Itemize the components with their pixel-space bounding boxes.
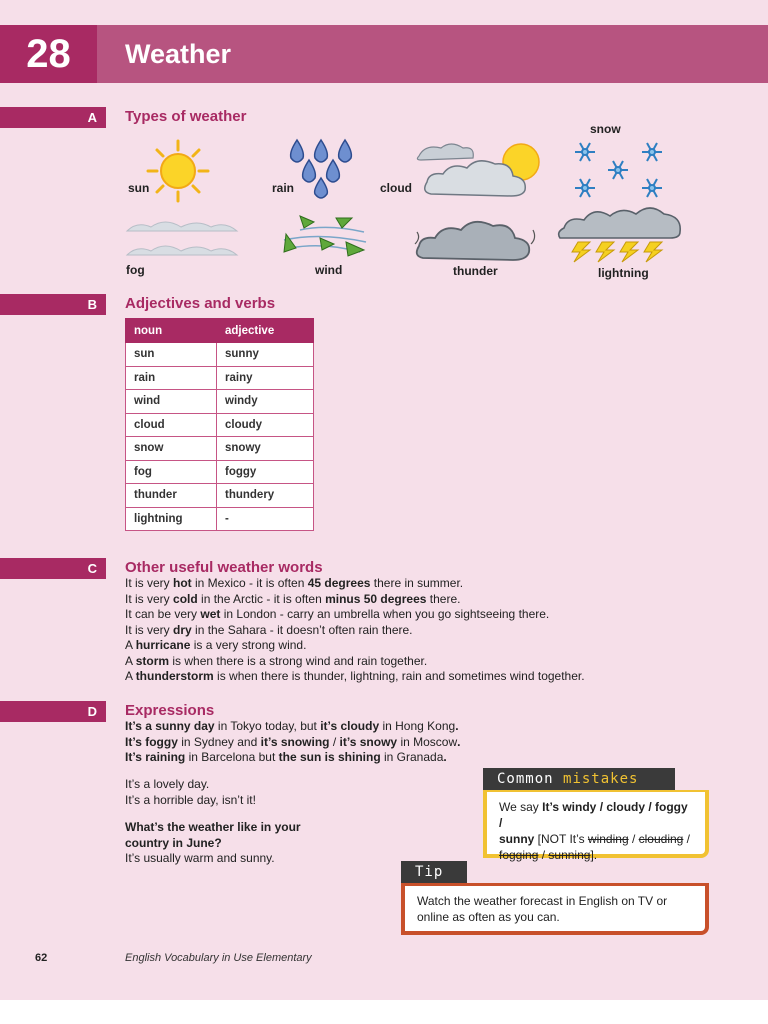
text-run: there in summer. bbox=[370, 576, 464, 590]
text-run: A bbox=[125, 669, 136, 683]
header-adjective: adjective bbox=[217, 319, 314, 343]
text-line bbox=[125, 576, 585, 592]
text-run: A bbox=[125, 638, 136, 652]
question-line: What’s the weather like in your bbox=[125, 820, 301, 834]
text-run: It is very bbox=[125, 591, 174, 606]
weather-words-paragraph bbox=[125, 576, 585, 685]
bold-run: thunderstorm bbox=[135, 669, 214, 683]
text-line bbox=[125, 654, 585, 670]
answer-line: It’s usually warm and sunny. bbox=[125, 851, 275, 865]
text-line bbox=[125, 592, 585, 608]
label-sun: sun bbox=[128, 181, 150, 195]
section-letter-d: D bbox=[0, 701, 106, 722]
mistake-line bbox=[499, 831, 693, 847]
rain-icon bbox=[285, 138, 365, 202]
text-run: It is very bbox=[125, 622, 174, 637]
text-run: in Barcelona but bbox=[185, 750, 279, 764]
table-row bbox=[126, 437, 314, 461]
text-run: is when there is a strong wind and rain together. bbox=[169, 653, 428, 668]
text-line bbox=[125, 719, 460, 735]
text-run: in Moscow bbox=[397, 734, 458, 749]
page-number: 62 bbox=[35, 952, 48, 964]
label-lightning: lightning bbox=[598, 266, 649, 280]
label-cloud: cloud bbox=[380, 181, 412, 195]
text-run: in Hong Kong bbox=[379, 719, 456, 733]
text-line: It’s a lovely day. bbox=[125, 777, 210, 791]
struck-run: sunning bbox=[548, 848, 591, 862]
lovely-day-block bbox=[125, 777, 256, 808]
fog-icon bbox=[125, 215, 240, 260]
text-run: is when there is thunder, lightning, rain and sometimes wind together. bbox=[213, 669, 585, 683]
text-run: is a very strong wind. bbox=[190, 638, 307, 652]
tab-word-mistakes: mistakes bbox=[563, 771, 639, 787]
section-title-a: Types of weather bbox=[125, 108, 247, 125]
bold-run: It’s raining bbox=[125, 750, 186, 764]
table-row bbox=[126, 343, 314, 367]
label-rain: rain bbox=[272, 181, 295, 195]
tip-line: Watch the weather forecast in English on TV or bbox=[417, 894, 668, 908]
bold-run: minus 50 degrees bbox=[325, 591, 427, 606]
table-row bbox=[126, 507, 314, 531]
noun-adjective-table bbox=[125, 318, 314, 531]
text-line bbox=[125, 750, 460, 766]
unit-number: 28 bbox=[0, 25, 97, 83]
question-line: country in June? bbox=[125, 835, 222, 850]
mistake-line bbox=[499, 847, 693, 863]
bold-run: cold bbox=[173, 591, 198, 606]
text-run: there. bbox=[426, 591, 461, 606]
common-mistakes-tab bbox=[483, 768, 675, 790]
struck-run: winding bbox=[587, 832, 629, 846]
text-run: in the Sahara - it doesn’t often rain there. bbox=[191, 622, 413, 637]
cell-noun: rain bbox=[126, 366, 217, 390]
text-run: in Granada bbox=[380, 750, 444, 764]
cell-adjective: cloudy bbox=[217, 413, 314, 437]
text-line bbox=[125, 623, 585, 639]
book-title: English Vocabulary in Use Elementary bbox=[125, 952, 312, 964]
unit-header-bar bbox=[0, 25, 768, 83]
cell-noun: snow bbox=[126, 437, 217, 461]
table-header-row bbox=[126, 319, 314, 343]
label-fog: fog bbox=[126, 263, 145, 277]
common-mistakes-box bbox=[483, 790, 709, 862]
bold-run: . bbox=[443, 750, 447, 764]
cell-adjective: thundery bbox=[217, 484, 314, 508]
cell-adjective: rainy bbox=[217, 366, 314, 390]
section-title-c: Other useful weather words bbox=[125, 559, 323, 576]
text-line bbox=[125, 669, 585, 685]
wind-icon bbox=[280, 212, 370, 262]
cloud-icon bbox=[415, 140, 545, 200]
mistake-line bbox=[499, 799, 693, 831]
section-letter-a: A bbox=[0, 107, 106, 128]
text-run: / bbox=[628, 832, 639, 846]
bold-run: . bbox=[455, 719, 459, 733]
sun-icon bbox=[145, 138, 211, 204]
bold-run: wet bbox=[200, 607, 221, 621]
text-run: in Mexico - it is often bbox=[191, 576, 308, 590]
bold-run: it’s cloudy bbox=[320, 719, 380, 733]
text-run: A bbox=[125, 653, 136, 668]
text-run: / bbox=[683, 832, 691, 846]
header-noun: noun bbox=[126, 319, 217, 343]
text-line: It’s a horrible day, isn’t it! bbox=[125, 792, 256, 807]
text-run: It is very bbox=[125, 576, 174, 590]
table-row bbox=[126, 413, 314, 437]
text-run: in Tokyo today, but bbox=[214, 719, 321, 733]
bold-run: it’s snowy bbox=[339, 734, 398, 749]
text-line bbox=[125, 607, 585, 623]
tip-box bbox=[401, 883, 709, 935]
tip-line: online as often as you can. bbox=[417, 910, 560, 924]
bold-run: 45 degrees bbox=[307, 576, 371, 590]
text-run: in the Arctic - it is often bbox=[197, 591, 326, 606]
cell-noun: wind bbox=[126, 390, 217, 414]
bold-run: storm bbox=[135, 653, 170, 668]
label-thunder: thunder bbox=[453, 264, 498, 278]
bold-run: hurricane bbox=[135, 638, 191, 652]
text-run: [NOT It’s bbox=[534, 832, 588, 846]
bold-run: It’s foggy bbox=[125, 734, 178, 749]
bold-run: the sun is shining bbox=[278, 750, 381, 764]
struck-run: clouding bbox=[638, 832, 684, 846]
label-snow: snow bbox=[590, 122, 621, 136]
thunder-icon bbox=[413, 208, 538, 262]
question-block bbox=[125, 820, 301, 867]
text-line bbox=[125, 638, 585, 654]
table-row bbox=[126, 484, 314, 508]
cell-noun: cloud bbox=[126, 413, 217, 437]
table-row bbox=[126, 390, 314, 414]
bold-run: hot bbox=[173, 576, 192, 590]
text-run: ]. bbox=[590, 848, 598, 862]
text-run: / bbox=[538, 848, 549, 862]
bold-run: dry bbox=[173, 622, 192, 637]
bold-run: It’s windy / cloudy / foggy / bbox=[499, 800, 688, 830]
cell-adjective: - bbox=[217, 507, 314, 531]
section-letter-b: B bbox=[0, 294, 106, 315]
tab-word-common: Common bbox=[497, 771, 554, 787]
cell-noun: sun bbox=[126, 343, 217, 367]
cell-adjective: foggy bbox=[217, 460, 314, 484]
snow-icon bbox=[570, 138, 670, 204]
cell-adjective: sunny bbox=[217, 343, 314, 367]
text-run: We say bbox=[499, 800, 543, 814]
label-wind: wind bbox=[315, 263, 343, 277]
section-title-b: Adjectives and verbs bbox=[125, 295, 276, 312]
table-row bbox=[126, 460, 314, 484]
section-letter-c: C bbox=[0, 558, 106, 579]
struck-run: fogging bbox=[499, 848, 539, 862]
text-run: in Sydney and bbox=[177, 734, 261, 749]
lightning-icon bbox=[556, 202, 686, 266]
bold-run: . bbox=[457, 734, 461, 749]
section-title-d: Expressions bbox=[125, 702, 215, 719]
text-run: / bbox=[329, 734, 340, 749]
text-line bbox=[125, 735, 460, 751]
cell-noun: fog bbox=[126, 460, 217, 484]
bold-run: it’s snowing bbox=[260, 734, 330, 749]
text-run: It can be very bbox=[125, 607, 201, 621]
expressions-paragraph bbox=[125, 719, 460, 766]
cell-adjective: snowy bbox=[217, 437, 314, 461]
bold-run: sunny bbox=[499, 832, 535, 846]
text-run: in London - carry an umbrella when you go sightseeing there. bbox=[220, 607, 550, 621]
cell-noun: thunder bbox=[126, 484, 217, 508]
tip-tab: Tip bbox=[401, 861, 467, 883]
cell-adjective: windy bbox=[217, 390, 314, 414]
table-row bbox=[126, 366, 314, 390]
bold-run: It’s a sunny day bbox=[125, 719, 215, 733]
cell-noun: lightning bbox=[126, 507, 217, 531]
unit-title: Weather bbox=[125, 39, 232, 69]
